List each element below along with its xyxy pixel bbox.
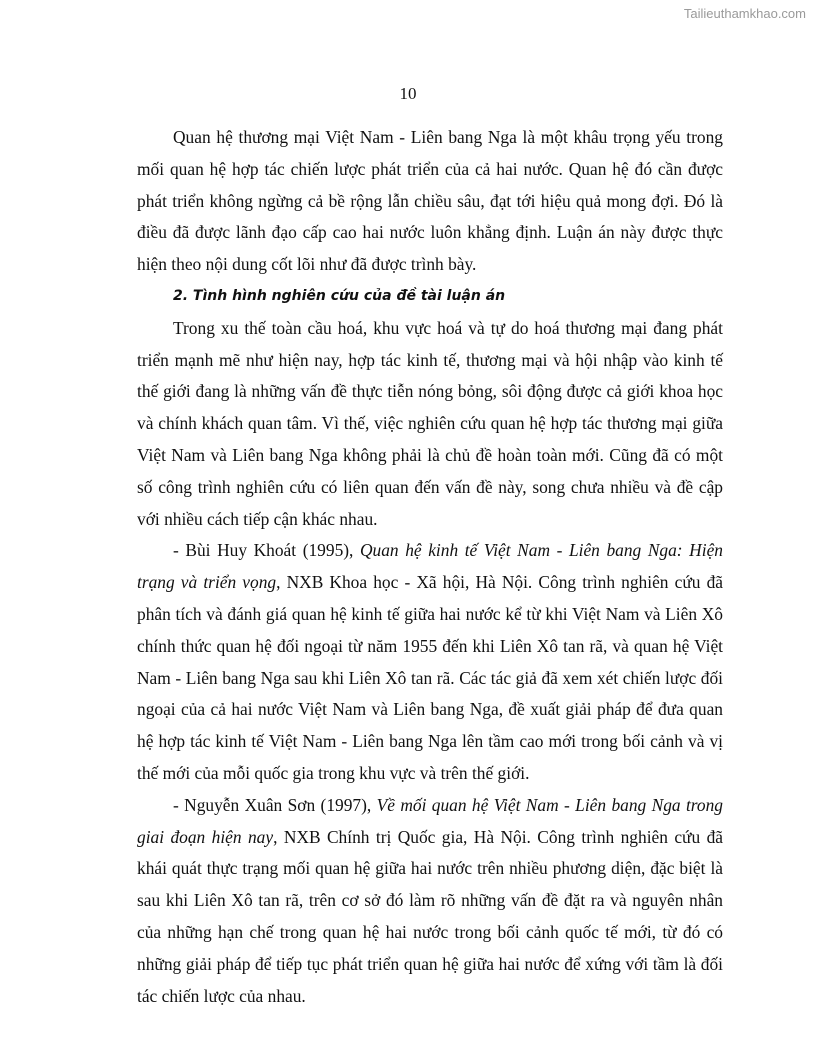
intro-paragraph: Quan hệ thương mại Việt Nam - Liên bang Nga là một khâu trọng yếu trong mối quan hệ hợp tác chiến lược phát triển của cả hai nước. Quan hệ đó cần được phát triển không ngừng cả bề rộng lẫn chiều sâu, đạt tới hiệu quả mong đợi. Đó là điều đã được lãnh đạo cấp cao hai nước luôn khẳng định. Luận án này được thực hiện theo nội dung cốt lõi như đã được trình bày. — [137, 127, 723, 275]
reference-author: - Nguyễn Xuân Sơn (1997), — [173, 794, 377, 815]
page-number: 10 — [399, 84, 417, 103]
reference-title: Quan hệ kinh tế Việt Nam - Liên bang Nga: Hiện trạng và triển vọng — [137, 540, 723, 593]
reference-description: , NXB Khoa học - Xã hội, Hà Nội. Công trình nghiên cứu đã phân tích và đánh giá quan hệ kinh tế giữa hai nước kể từ khi Việt Nam và Liên Xô chính thức quan hệ đối ngoại từ năm 1955 đến khi Liên Xô tan rã, và quan hệ Việt Nam - Liên bang Nga sau khi Liên Xô tan rã. Các tác giả đã xem xét chiến lược đối ngoại của cả hai nước Việt Nam và Liên bang Nga, đề xuất giải pháp để đưa quan hệ hợp tác kinh tế Việt Nam - Liên bang Nga lên tầm cao mới trong bối cảnh và vị thế mới của mỗi quốc gia trong khu vực và trên thế giới. — [137, 572, 723, 783]
reference-author: - Bùi Huy Khoát (1995), — [173, 540, 360, 561]
watermark: Tailieuthamkhao.com — [683, 6, 806, 21]
reference-paragraph-2 — [137, 790, 723, 1013]
section-heading: 2. Tình hình nghiên cứu của đề tài luận án — [173, 287, 506, 304]
reference-title: Về mối quan hệ Việt Nam - Liên bang Nga trong giai đoạn hiện nay — [137, 794, 723, 847]
reference-paragraph-1 — [137, 535, 723, 789]
reference-description: , NXB Chính trị Quốc gia, Hà Nội. Công trình nghiên cứu đã khái quát thực trạng mối quan hệ giữa hai nước trên nhiều phương diện, đặc biệt là sau khi Liên Xô tan rã, trên cơ sở đó làm rõ những vấn đề đặt ra và nguyên nhân của những hạn chế trong quan hệ hai nước trong bối cảnh quốc tế mới, từ đó có những giải pháp để tiếp tục phát triển quan hệ giữa hai nước để xứng với tầm là đối tác chiến lược của nhau. — [137, 826, 723, 1006]
document-body — [137, 122, 723, 1012]
context-paragraph: Trong xu thế toàn cầu hoá, khu vực hoá và tự do hoá thương mại đang phát triển mạnh mẽ như hiện nay, hợp tác kinh tế, thương mại và hội nhập vào kinh tế thế giới đang là những vấn đề thực tiễn nóng bỏng, sôi động được cả giới khoa học và chính khách quan tâm. Vì thế, việc nghiên cứu quan hệ hợp tác thương mại giữa Việt Nam và Liên bang Nga không phải là chủ đề hoàn toàn mới. Cũng đã có một số công trình nghiên cứu có liên quan đến vấn đề này, song chưa nhiều và đề cập với nhiều cách tiếp cận khác nhau. — [137, 317, 723, 529]
